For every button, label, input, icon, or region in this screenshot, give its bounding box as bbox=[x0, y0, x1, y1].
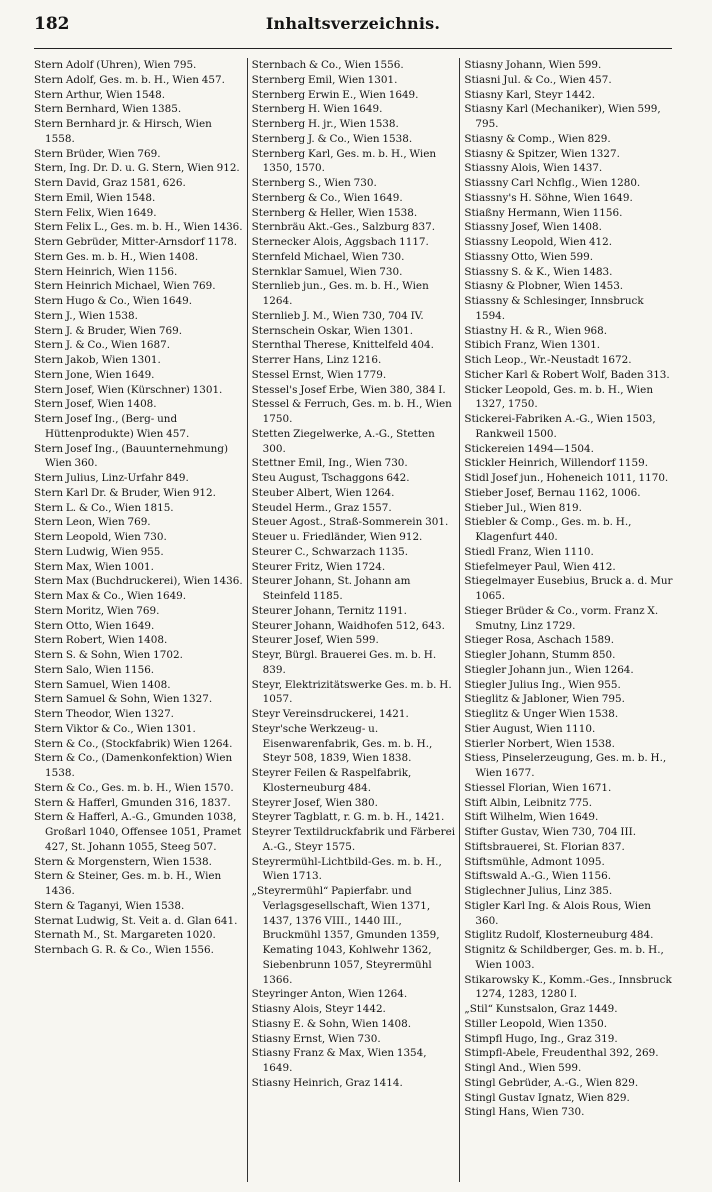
index-entry: Stern L. & Co., Wien 1815. bbox=[34, 501, 174, 514]
header-rule bbox=[34, 48, 672, 49]
index-entry: Stiebler & Comp., Ges. m. b. H., Klagenfurt 440. bbox=[464, 516, 632, 543]
index-entry: Stiasny Franz & Max, Wien 1354, 1649. bbox=[251, 1047, 427, 1074]
page-title: Inhaltsverzeichnis. bbox=[265, 14, 441, 33]
index-entry: Stickereien 1494—1504. bbox=[464, 442, 594, 455]
index-entry: Stiassny S. & K., Wien 1483. bbox=[464, 265, 613, 278]
index-entry: Stern Samuel & Sohn, Wien 1327. bbox=[34, 693, 213, 706]
index-entry: Stern Heinrich, Wien 1156. bbox=[34, 265, 178, 278]
index-entry: Stern Josef Ing., (Bauunternehmung) Wien 360. bbox=[34, 442, 229, 470]
index-entry: Sticker Leopold, Ges. m. b. H., Wien 1327, 1750. bbox=[464, 383, 654, 411]
index-entry: Sternbräu Akt.-Ges., Salzburg 837. bbox=[251, 221, 436, 234]
index-entry: Sternecker Alois, Aggsbach 1117. bbox=[251, 236, 429, 248]
index-entry: Stern & Morgenstern, Wien 1538. bbox=[34, 855, 212, 868]
index-entry: Sternthal Therese, Knittelfeld 404. bbox=[251, 339, 434, 352]
index-entry: Sternbach & Co., Wien 1556. bbox=[251, 59, 404, 71]
index-entry: Stern Theodor, Wien 1327. bbox=[34, 708, 174, 720]
index-entry: Stern Leopold, Wien 730. bbox=[34, 531, 167, 543]
index-entry: Stifter Gustav, Wien 730, 704 III. bbox=[464, 826, 636, 838]
index-entry: Stiasny Ernst, Wien 730. bbox=[251, 1032, 381, 1045]
index-entry: Stern Viktor & Co., Wien 1301. bbox=[34, 722, 196, 735]
index-entry: Stingl Gustav Ignatz, Wien 829. bbox=[464, 1091, 630, 1104]
index-entry: Stessel & Ferruch, Ges. m. b. H., Wien 1750. bbox=[251, 398, 452, 425]
index-entry: Stiller Leopold, Wien 1350. bbox=[464, 1017, 608, 1030]
index-entry: Sternschein Oskar, Wien 1301. bbox=[251, 324, 414, 337]
index-entry: Stern Robert, Wien 1408. bbox=[34, 634, 168, 647]
index-entry: Stern Karl Dr. & Bruder, Wien 912. bbox=[34, 486, 216, 499]
index-entry: Stimpfl-Abele, Freudenthal 392, 269. bbox=[464, 1047, 659, 1060]
index-entry: Stern David, Graz 1581, 626. bbox=[34, 177, 186, 189]
index-entry: Sternberg & Heller, Wien 1538. bbox=[251, 206, 418, 219]
index-entry: Stern Bernhard, Wien 1385. bbox=[34, 103, 182, 116]
index-entry: Sternberg H. Wien 1649. bbox=[251, 103, 383, 116]
index-entry: Sternberg S., Wien 730. bbox=[251, 177, 377, 189]
index-entry: Stiasny & Comp., Wien 829. bbox=[464, 132, 611, 145]
index-entry: Steurer Johann, St. Johann am Steinfeld 1185. bbox=[251, 575, 411, 602]
index-entry: Stiassny's H. Söhne, Wien 1649. bbox=[464, 191, 633, 204]
index-entry: Steyr Vereinsdruckerei, 1421. bbox=[251, 708, 409, 720]
index-entry: Steurer Johann, Waidhofen 512, 643. bbox=[251, 619, 445, 632]
index-entry: Steudel Herm., Graz 1557. bbox=[251, 501, 392, 514]
index-entry: Stiasny Karl, Steyr 1442. bbox=[464, 88, 596, 101]
index-entry: Stibich Franz, Wien 1301. bbox=[464, 339, 601, 352]
index-entry: Steuer Agost., Straß-Sommerein 301. bbox=[251, 516, 449, 529]
index-entry: Steyr'sche Werkzeug- u. Eisenwarenfabrik, Ges. m. b. H., Steyr 508, 1839, Wien 1838. bbox=[251, 722, 433, 765]
index-entry: Stingl Hans, Wien 730. bbox=[464, 1106, 585, 1119]
index-entry: Stiasny Alois, Steyr 1442. bbox=[251, 1003, 386, 1015]
index-entry: Stern Adolf (Uhren), Wien 795. bbox=[34, 59, 197, 71]
index-entry: Sternbach G. R. & Co., Wien 1556. bbox=[34, 944, 214, 956]
index-entry: Sternlieb J. M., Wien 730, 704 IV. bbox=[251, 309, 424, 322]
index-entry: Stern Josef, Wien 1408. bbox=[34, 398, 157, 411]
index-entry: Stiessel Florian, Wien 1671. bbox=[464, 781, 612, 794]
index-entry: Stern & Steiner, Ges. m. b. H., Wien 1436. bbox=[34, 870, 222, 897]
index-entry: Stern Leon, Wien 769. bbox=[34, 516, 151, 529]
index-entry: Steu August, Tschaggons 642. bbox=[251, 472, 410, 484]
index-entry: Stessel's Josef Erbe, Wien 380, 384 I. bbox=[251, 383, 446, 396]
index-entry: Stidl Josef jun., Hoheneich 1011, 1170. bbox=[464, 472, 669, 484]
index-entry: Sternberg J. & Co., Wien 1538. bbox=[251, 132, 413, 145]
index-entry: Stern Jakob, Wien 1301. bbox=[34, 354, 161, 366]
index-entry: Stern & Co., (Damenkonfektion) Wien 1538. bbox=[34, 752, 233, 779]
index-entry: Steyrer Josef, Wien 380. bbox=[251, 796, 378, 809]
index-entry: Stieber Jul., Wien 819. bbox=[464, 501, 582, 514]
index-entry: Stimpfl Hugo, Ing., Graz 319. bbox=[464, 1032, 618, 1045]
index-entry: Stignitz & Schildberger, Ges. m. b. H., Wien 1003. bbox=[464, 944, 664, 971]
index-entry: Stiassny Leopold, Wien 412. bbox=[464, 236, 613, 248]
index-entry: Stiasny E. & Sohn, Wien 1408. bbox=[251, 1017, 411, 1030]
index-entry: Stessel Ernst, Wien 1779. bbox=[251, 368, 387, 381]
index-entry: Stingl And., Wien 599. bbox=[464, 1062, 582, 1074]
index-entry: Stern J., Wien 1538. bbox=[34, 309, 138, 322]
index-entry: Stiftsbrauerei, St. Florian 837. bbox=[464, 840, 625, 853]
index-entry: Stiedl Franz, Wien 1110. bbox=[464, 545, 594, 558]
index-entry: Stiegler Johann jun., Wien 1264. bbox=[464, 663, 634, 676]
index-entry: Steyr, Elektrizitätswerke Ges. m. b. H. 1057. bbox=[251, 678, 452, 706]
index-entry: Stiasni Jul. & Co., Wien 457. bbox=[464, 73, 612, 86]
index-columns bbox=[34, 58, 674, 1182]
index-entry: Stiaßny Hermann, Wien 1156. bbox=[464, 206, 623, 219]
index-entry: Stiefelmeyer Paul, Wien 412. bbox=[464, 560, 616, 573]
index-entry: Stickler Heinrich, Willendorf 1159. bbox=[464, 457, 649, 470]
index-entry: Stern Bernhard jr. & Hirsch, Wien 1558. bbox=[34, 118, 212, 145]
index-entry: „Stil“ Kunstsalon, Graz 1449. bbox=[464, 1003, 618, 1015]
index-entry: Stern Felix L., Ges. m. b. H., Wien 1436. bbox=[34, 221, 243, 234]
index-entry: Stern Samuel, Wien 1408. bbox=[34, 678, 171, 691]
index-entry: Stift Wilhelm, Wien 1649. bbox=[464, 811, 599, 824]
page-header bbox=[34, 14, 672, 42]
index-entry: Stiegelmayer Eusebius, Bruck a. d. Mur 1065. bbox=[464, 575, 673, 602]
index-entry: Stetten Ziegelwerke, A.-G., Stetten 300. bbox=[251, 427, 435, 455]
index-entry: Steyrermühl-Lichtbild-Ges. m. b. H., Wien 1713. bbox=[251, 855, 442, 883]
index-entry: Stern Josef, Wien (Kürschner) 1301. bbox=[34, 383, 223, 396]
index-column-2 bbox=[247, 58, 460, 1182]
index-entry: Stern Ges. m. b. H., Wien 1408. bbox=[34, 250, 199, 263]
index-entry: Steyrer Tagblatt, r. G. m. b. H., 1421. bbox=[251, 811, 445, 824]
index-entry: Stern & Co., (Stockfabrik) Wien 1264. bbox=[34, 737, 233, 750]
index-entry: Stieger Rosa, Aschach 1589. bbox=[464, 634, 614, 647]
index-entry: Stieglitz & Jabloner, Wien 795. bbox=[464, 693, 625, 706]
index-entry: Stiasny Heinrich, Graz 1414. bbox=[251, 1076, 403, 1089]
index-entry: Stiassny Otto, Wien 599. bbox=[464, 250, 594, 263]
index-entry: Stiglechner Julius, Linz 385. bbox=[464, 885, 613, 897]
index-entry: Steurer Fritz, Wien 1724. bbox=[251, 560, 386, 573]
index-entry: Stiasny & Spitzer, Wien 1327. bbox=[464, 147, 620, 160]
index-entry: Stern Salo, Wien 1156. bbox=[34, 663, 155, 676]
index-entry: Sterrer Hans, Linz 1216. bbox=[251, 354, 382, 366]
index-entry: Stierler Norbert, Wien 1538. bbox=[464, 737, 615, 750]
index-entry: Stiess, Pinselerzeugung, Ges. m. b. H., Wien 1677. bbox=[464, 752, 667, 779]
index-entry: Stingl Gebrüder, A.-G., Wien 829. bbox=[464, 1076, 639, 1089]
index-entry: Stikarowsky K., Komm.-Ges., Innsbruck 1274, 1283, 1280 I. bbox=[464, 973, 672, 1001]
index-entry: Steurer C., Schwarzach 1135. bbox=[251, 545, 409, 558]
index-entry: Stier August, Wien 1110. bbox=[464, 722, 596, 735]
index-entry: Stern J. & Co., Wien 1687. bbox=[34, 339, 171, 352]
index-entry: Steyringer Anton, Wien 1264. bbox=[251, 988, 408, 1001]
index-entry: Stettner Emil, Ing., Wien 730. bbox=[251, 457, 408, 470]
index-entry: Sternath M., St. Margareten 1020. bbox=[34, 929, 216, 942]
index-entry: Stiassny Josef, Wien 1408. bbox=[464, 221, 602, 234]
index-entry: Steurer Josef, Wien 599. bbox=[251, 634, 379, 647]
index-entry: Stern Felix, Wien 1649. bbox=[34, 206, 157, 219]
index-entry: Stern, Ing. Dr. D. u. G. Stern, Wien 912. bbox=[34, 162, 240, 175]
index-entry: Sternberg H. jr., Wien 1538. bbox=[251, 118, 399, 130]
index-entry: Stern Ludwig, Wien 955. bbox=[34, 545, 164, 558]
index-entry: Steyrer Textildruckfabrik und Färberei A.-G., Steyr 1575. bbox=[251, 826, 456, 853]
index-entry: Stern J. & Bruder, Wien 769. bbox=[34, 324, 183, 337]
index-entry: Stern & Taganyi, Wien 1538. bbox=[34, 899, 185, 912]
index-entry: Steyr, Bürgl. Brauerei Ges. m. b. H. 839. bbox=[251, 649, 437, 676]
index-entry: Stern Julius, Linz-Urfahr 849. bbox=[34, 472, 189, 484]
index-entry: Stiasny & Plobner, Wien 1453. bbox=[464, 280, 624, 293]
index-entry: Stiassny Carl Nchflg., Wien 1280. bbox=[464, 177, 641, 189]
index-entry: Stieger Brüder & Co., vorm. Franz X. Smutny, Linz 1729. bbox=[464, 604, 659, 632]
index-entry: Sternklar Samuel, Wien 730. bbox=[251, 265, 403, 278]
index-entry: Stern Hugo & Co., Wien 1649. bbox=[34, 295, 193, 307]
index-entry: Stern Emil, Wien 1548. bbox=[34, 191, 156, 204]
index-entry: „Steyrermühl“ Papierfabr. und Verlagsgesellschaft, Wien 1371, 1437, 1376 VIII., 1440 III., Bruckmühl 1357, Gmunden 1359, Kemating 1043, Kohlwehr 1362, Siebenbrunn 1057, Steyrermühl 1366. bbox=[251, 885, 440, 986]
index-entry: Stern Josef Ing., (Berg- und Hüttenprodukte) Wien 457. bbox=[34, 413, 190, 440]
index-entry: Stern Max, Wien 1001. bbox=[34, 560, 154, 573]
index-entry: Sternberg Karl, Ges. m. b. H., Wien 1350, 1570. bbox=[251, 147, 437, 175]
index-entry: Sternat Ludwig, St. Veit a. d. Glan 641. bbox=[34, 914, 238, 927]
index-entry: Stern Moritz, Wien 769. bbox=[34, 604, 160, 617]
index-entry: Stiglitz Rudolf, Klosterneuburg 484. bbox=[464, 929, 654, 942]
index-entry: Steuer u. Friedländer, Wien 912. bbox=[251, 531, 423, 543]
index-entry: Stieglitz & Unger Wien 1538. bbox=[464, 708, 619, 720]
index-entry: Stieber Josef, Bernau 1162, 1006. bbox=[464, 486, 641, 499]
index-entry: Stern & Co., Ges. m. b. H., Wien 1570. bbox=[34, 781, 234, 794]
page-number: 182 bbox=[34, 14, 70, 34]
index-entry: Stern Heinrich Michael, Wien 769. bbox=[34, 280, 216, 293]
index-column-3 bbox=[459, 58, 674, 1182]
index-entry: Stiassny Alois, Wien 1437. bbox=[464, 162, 603, 175]
index-entry: Stift Albin, Leibnitz 775. bbox=[464, 796, 593, 809]
index-entry: Stiasny Johann, Wien 599. bbox=[464, 59, 602, 71]
index-entry: Stiegler Julius Ing., Wien 955. bbox=[464, 678, 621, 691]
index-entry: Stigler Karl Ing. & Alois Rous, Wien 360. bbox=[464, 899, 651, 927]
index-entry: Stern Max & Co., Wien 1649. bbox=[34, 590, 187, 602]
index-entry: Stiassny & Schlesinger, Innsbruck 1594. bbox=[464, 295, 644, 322]
index-entry: Steuber Albert, Wien 1264. bbox=[251, 486, 395, 499]
index-entry: Stern Otto, Wien 1649. bbox=[34, 619, 155, 632]
index-entry: Stern & Hafferl, Gmunden 316, 1837. bbox=[34, 796, 231, 809]
index-entry: Stern Jone, Wien 1649. bbox=[34, 368, 155, 381]
index-entry: Stickerei-Fabriken A.-G., Wien 1503, Rankweil 1500. bbox=[464, 413, 656, 440]
index-entry: Stern Gebrüder, Mitter-Arnsdorf 1178. bbox=[34, 236, 238, 248]
index-column-1 bbox=[34, 58, 247, 1182]
index-entry: Stiasny Karl (Mechaniker), Wien 599, 795. bbox=[464, 103, 661, 130]
index-entry: Sternlieb jun., Ges. m. b. H., Wien 1264. bbox=[251, 280, 429, 307]
index-entry: Stern Brüder, Wien 769. bbox=[34, 147, 161, 160]
index-entry: Sternberg & Co., Wien 1649. bbox=[251, 191, 403, 204]
index-entry: Stern Max (Buchdruckerei), Wien 1436. bbox=[34, 575, 243, 588]
index-entry: Stiftswald A.-G., Wien 1156. bbox=[464, 870, 612, 883]
index-entry: Stern S. & Sohn, Wien 1702. bbox=[34, 649, 183, 661]
index-entry: Sticher Karl & Robert Wolf, Baden 313. bbox=[464, 368, 670, 381]
index-entry: Stern & Hafferl, A.-G., Gmunden 1038, Großarl 1040, Offensee 1051, Pramet 427, St. Johann 1055, Steeg 507. bbox=[34, 811, 242, 853]
index-entry: Stern Adolf, Ges. m. b. H., Wien 457. bbox=[34, 73, 225, 86]
index-entry: Stich Leop., Wr.-Neustadt 1672. bbox=[464, 354, 632, 366]
index-entry: Steurer Johann, Ternitz 1191. bbox=[251, 604, 407, 617]
index-entry: Sternfeld Michael, Wien 730. bbox=[251, 250, 405, 263]
index-entry: Stiegler Johann, Stumm 850. bbox=[464, 649, 616, 661]
index-entry: Sternberg Emil, Wien 1301. bbox=[251, 73, 398, 86]
index-entry: Stern Arthur, Wien 1548. bbox=[34, 88, 166, 101]
index-entry: Sternberg Erwin E., Wien 1649. bbox=[251, 88, 419, 101]
index-entry: Stiftsmühle, Admont 1095. bbox=[464, 855, 605, 868]
index-entry: Steyrer Feilen & Raspelfabrik, Klosterneuburg 484. bbox=[251, 767, 412, 794]
index-entry: Stiastny H. & R., Wien 968. bbox=[464, 324, 608, 337]
